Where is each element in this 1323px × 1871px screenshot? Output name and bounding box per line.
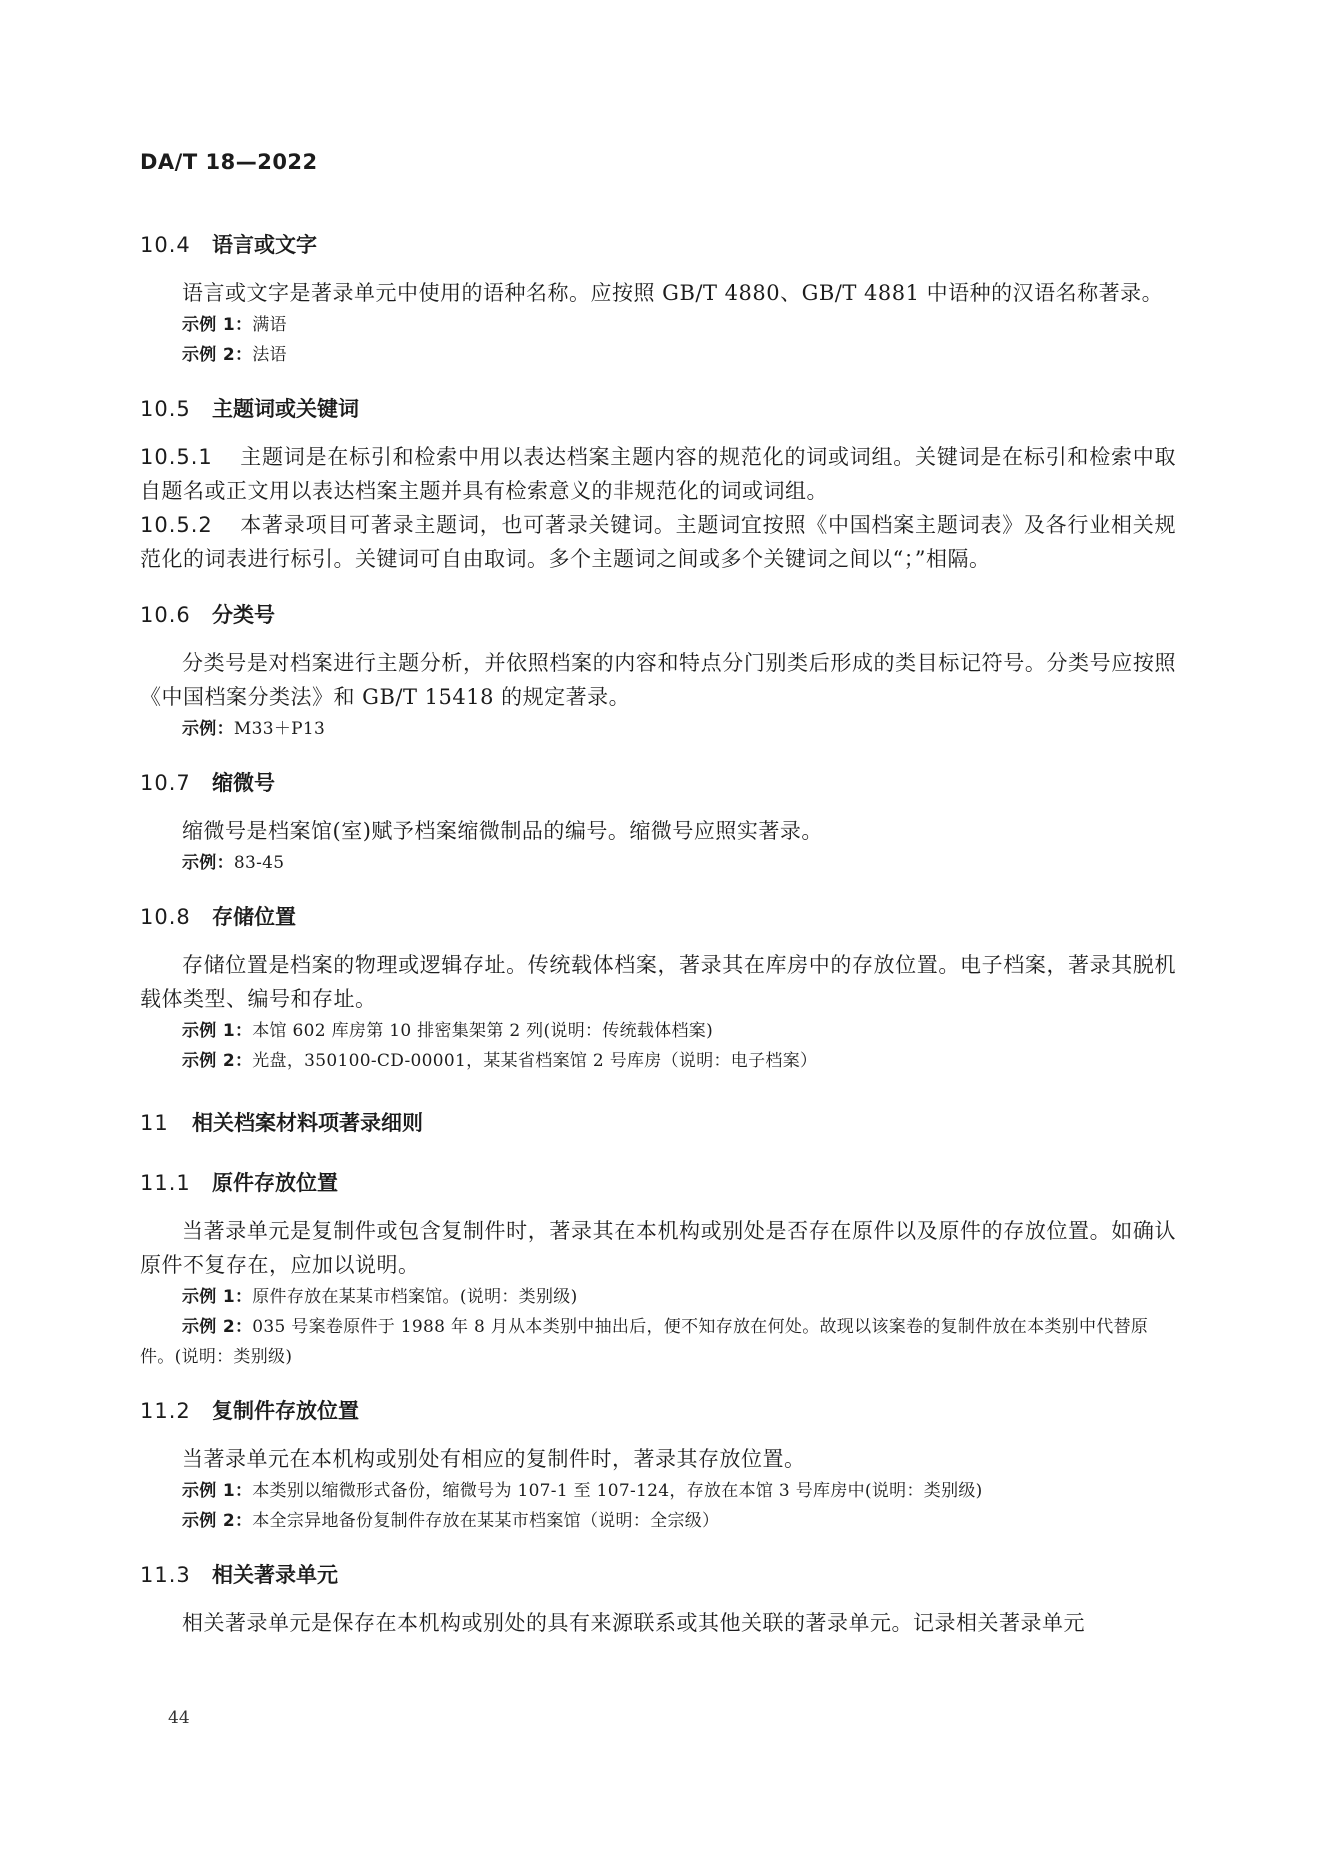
section-paragraph: 语言或文字是著录单元中使用的语种名称。应按照 GB/T 4880、GB/T 4881 中语种的汉语名称著录。 <box>182 281 1164 305</box>
clause-text: 本著录项目可著录主题词，也可著录关键词。主题词宜按照《中国档案主题词表》及各行业相关规范化的词表进行标引。关键词可自由取词。多个主题词之间或多个关键词之间以“；”相隔。 <box>140 513 1176 571</box>
example-label: 示例： <box>182 853 234 873</box>
section-number: 11.1 <box>140 1171 191 1195</box>
section-title: 复制件存放位置 <box>212 1399 359 1423</box>
example-label: 示例 2： <box>182 1511 253 1531</box>
section-heading-10-5 <box>140 392 1176 426</box>
example-line <box>140 848 1176 878</box>
section-number: 11.2 <box>140 1399 191 1423</box>
example-line <box>140 1282 1176 1312</box>
example-label: 示例 2： <box>182 1051 253 1071</box>
section-paragraph: 相关著录单元是保存在本机构或别处的具有来源联系或其他关联的著录单元。记录相关著录单元 <box>182 1611 1085 1635</box>
section-title: 存储位置 <box>212 905 296 929</box>
section-title: 相关著录单元 <box>212 1563 338 1587</box>
section-heading-10-8 <box>140 900 1176 934</box>
clause-10-5-2 <box>140 508 1176 576</box>
section-title: 缩微号 <box>212 771 275 795</box>
example-text: 83-45 <box>233 853 285 873</box>
example-label: 示例 2： <box>182 1317 253 1337</box>
clause-number: 10.5.2 <box>140 513 213 537</box>
section-number: 10.5 <box>140 397 191 421</box>
example-label: 示例 1： <box>182 1287 253 1307</box>
example-label: 示例 1： <box>182 1481 253 1501</box>
section-number: 10.8 <box>140 905 191 929</box>
example-label: 示例 2： <box>182 345 253 365</box>
section-number: 10.7 <box>140 771 191 795</box>
page-number: 44 <box>168 1708 190 1728</box>
chapter-number: 11 <box>140 1111 169 1135</box>
section-paragraph: 缩微号是档案馆(室)赋予档案缩微制品的编号。缩微号应照实著录。 <box>182 819 823 843</box>
example-line <box>140 1506 1176 1536</box>
example-label: 示例 1： <box>182 1021 253 1041</box>
document-code: DA/T 18—2022 <box>140 150 318 174</box>
section-title: 原件存放位置 <box>212 1171 338 1195</box>
section-title: 分类号 <box>212 603 275 627</box>
example-line <box>140 1476 1176 1506</box>
section-heading-10-4 <box>140 228 1176 262</box>
section-number: 10.6 <box>140 603 191 627</box>
section-paragraph: 当著录单元是复制件或包含复制件时，著录其在本机构或别处是否存在原件以及原件的存放位置。如确认原件不复存在，应加以说明。 <box>140 1219 1176 1277</box>
section-title: 主题词或关键词 <box>212 397 359 421</box>
example-text: 035 号案卷原件于 1988 年 8 月从本类别中抽出后，便不知存放在何处。故现以该案卷的复制件放在本类别中代替原件。(说明：类别级) <box>140 1317 1149 1367</box>
example-text: 光盘，350100-CD-00001，某某省档案馆 2 号库房（说明：电子档案） <box>252 1051 818 1071</box>
section-paragraph: 分类号是对档案进行主题分析，并依照档案的内容和特点分门别类后形成的类目标记符号。分类号应按照《中国档案分类法》和 GB/T 15418 的规定著录。 <box>140 651 1176 709</box>
section-number: 11.3 <box>140 1563 191 1587</box>
example-line <box>140 1046 1176 1076</box>
example-text: 本全宗异地备份复制件存放在某某市档案馆（说明：全宗级） <box>252 1511 720 1531</box>
example-text: 本类别以缩微形式备份，缩微号为 107-1 至 107-124，存放在本馆 3 号库房中(说明：类别级) <box>252 1481 983 1501</box>
example-line <box>140 1016 1176 1046</box>
example-label: 示例： <box>182 719 234 739</box>
section-paragraph: 存储位置是档案的物理或逻辑存址。传统载体档案，著录其在库房中的存放位置。电子档案，著录其脱机载体类型、编号和存址。 <box>140 953 1176 1011</box>
section-heading-10-7 <box>140 766 1176 800</box>
chapter-title: 相关档案材料项著录细则 <box>192 1111 423 1135</box>
example-line <box>140 1312 1176 1372</box>
example-text: 满语 <box>252 315 287 335</box>
clause-number: 10.5.1 <box>140 445 213 469</box>
section-paragraph: 当著录单元在本机构或别处有相应的复制件时，著录其存放位置。 <box>182 1447 806 1471</box>
section-heading-11-1 <box>140 1166 1176 1200</box>
example-line <box>140 340 1176 370</box>
section-heading-10-6 <box>140 598 1176 632</box>
example-text: 原件存放在某某市档案馆。(说明：类别级) <box>252 1287 578 1307</box>
clause-text: 主题词是在标引和检索中用以表达档案主题内容的规范化的词或词组。关键词是在标引和检索中取自题名或正文用以表达档案主题并具有检索意义的非规范化的词或词组。 <box>140 445 1176 503</box>
section-heading-11-3 <box>140 1558 1176 1592</box>
example-text: M33＋P13 <box>233 719 326 739</box>
page-content <box>140 228 1176 1640</box>
example-line <box>140 310 1176 340</box>
section-heading-11-2 <box>140 1394 1176 1428</box>
example-text: 法语 <box>252 345 287 365</box>
chapter-heading-11 <box>140 1106 1176 1140</box>
section-title: 语言或文字 <box>212 233 317 257</box>
clause-10-5-1 <box>140 440 1176 508</box>
example-text: 本馆 602 库房第 10 排密集架第 2 列(说明：传统载体档案) <box>252 1021 714 1041</box>
section-number: 10.4 <box>140 233 191 257</box>
example-line <box>140 714 1176 744</box>
example-label: 示例 1： <box>182 315 253 335</box>
